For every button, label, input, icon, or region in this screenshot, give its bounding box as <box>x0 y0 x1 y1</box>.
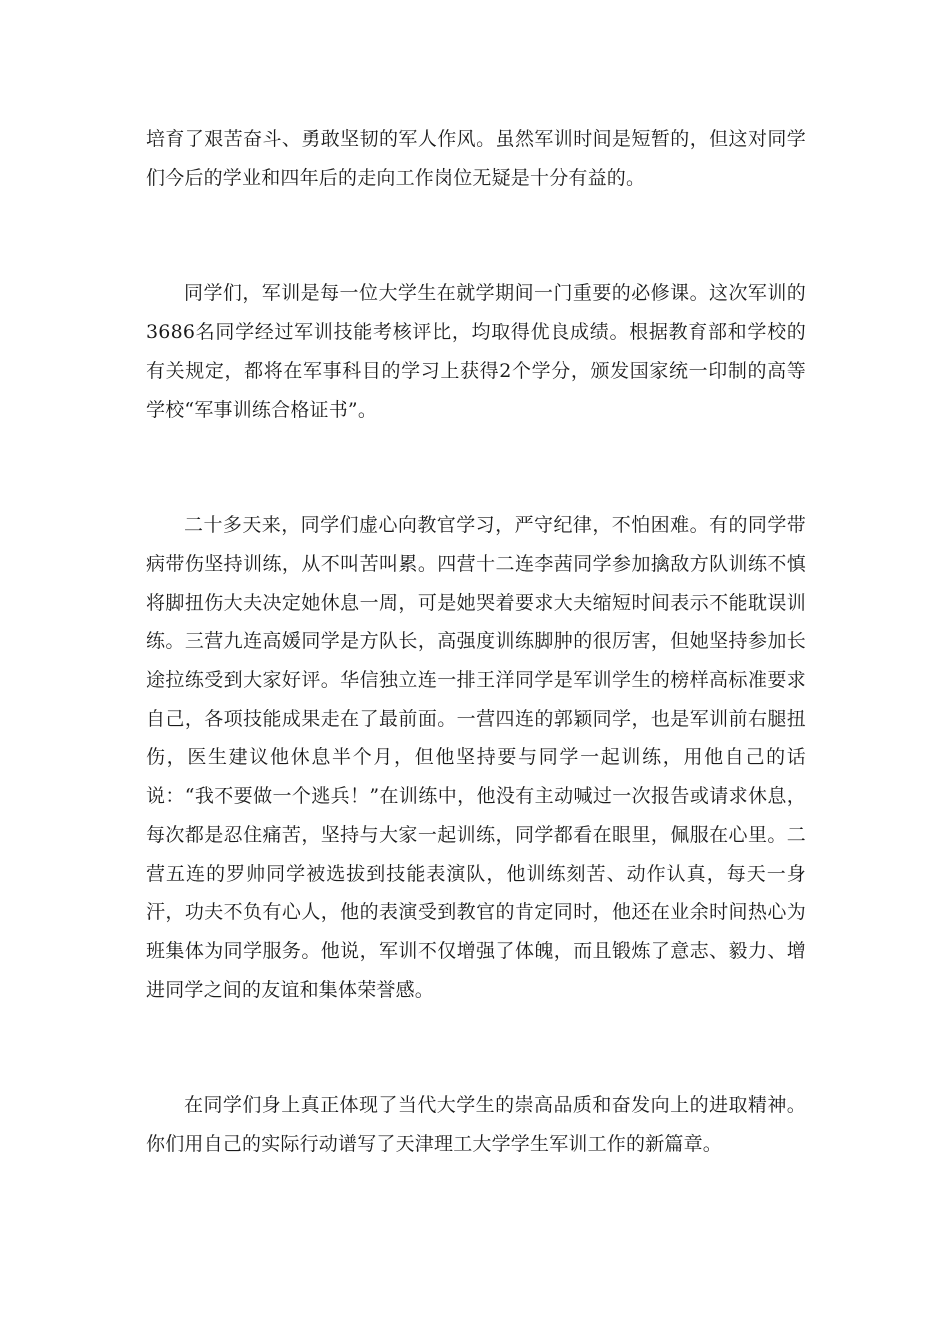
paragraph-conclusion: 在同学们身上真正体现了当代大学生的崇高品质和奋发向上的进取精神。你们用自己的实际行动谱写了天津理工大学学生军训工作的新篇章。 <box>146 1094 806 1156</box>
paragraph-continuation: 培育了艰苦奋斗、勇敢坚韧的军人作风。虽然军训时间是短暂的，但这对同学们今后的学业和四年后的走向工作岗位无疑是十分有益的。 <box>146 128 806 189</box>
paragraph-training-stories: 二十多天来，同学们虚心向教官学习，严守纪律，不怕困难。有的同学带病带伤坚持训练，从不叫苦叫累。四营十二连李茜同学参加擒敌方队训练不慎将脚扭伤大夫决定她休息一周，可是她哭着要求大夫缩短时间表示不能耽误训练。三营九连高媛同学是方队长，高强度训练脚肿的很厉害，但她坚持参加长途拉练受到大家好评。华信独立连一排王洋同学是军训学生的榜样高标准要求自己，各项技能成果走在了最前面。一营四连的郭颖同学，也是军训前右腿扭伤，医生建议他休息半个月，但他坚持要与同学一起训练，用他自己的话说：“我不要做一个逃兵！”在训练中，他没有主动喊过一次报告或请求休息，每次都是忍住痛苦，坚持与大家一起训练，同学都看在眼里，佩服在心里。二营五连的罗帅同学被选拔到技能表演队，他训练刻苦、动作认真，每天一身汗，功夫不负有心人，他的表演受到教官的肯定同时，他还在业余时间热心为班集体为同学服务。他说，军训不仅增强了体魄，而且锻炼了意志、毅力、增进同学之间的友谊和集体荣誉感。 <box>146 514 806 1001</box>
paragraph-military-course: 同学们，军训是每一位大学生在就学期间一门重要的必修课。这次军训的3686名同学经过军训技能考核评比，均取得优良成绩。根据教育部和学校的有关规定，都将在军事科目的学习上获得2个学分，颁发国家统一印制的高等学校“军事训练合格证书”。 <box>146 282 806 421</box>
document-body <box>146 120 806 1241</box>
